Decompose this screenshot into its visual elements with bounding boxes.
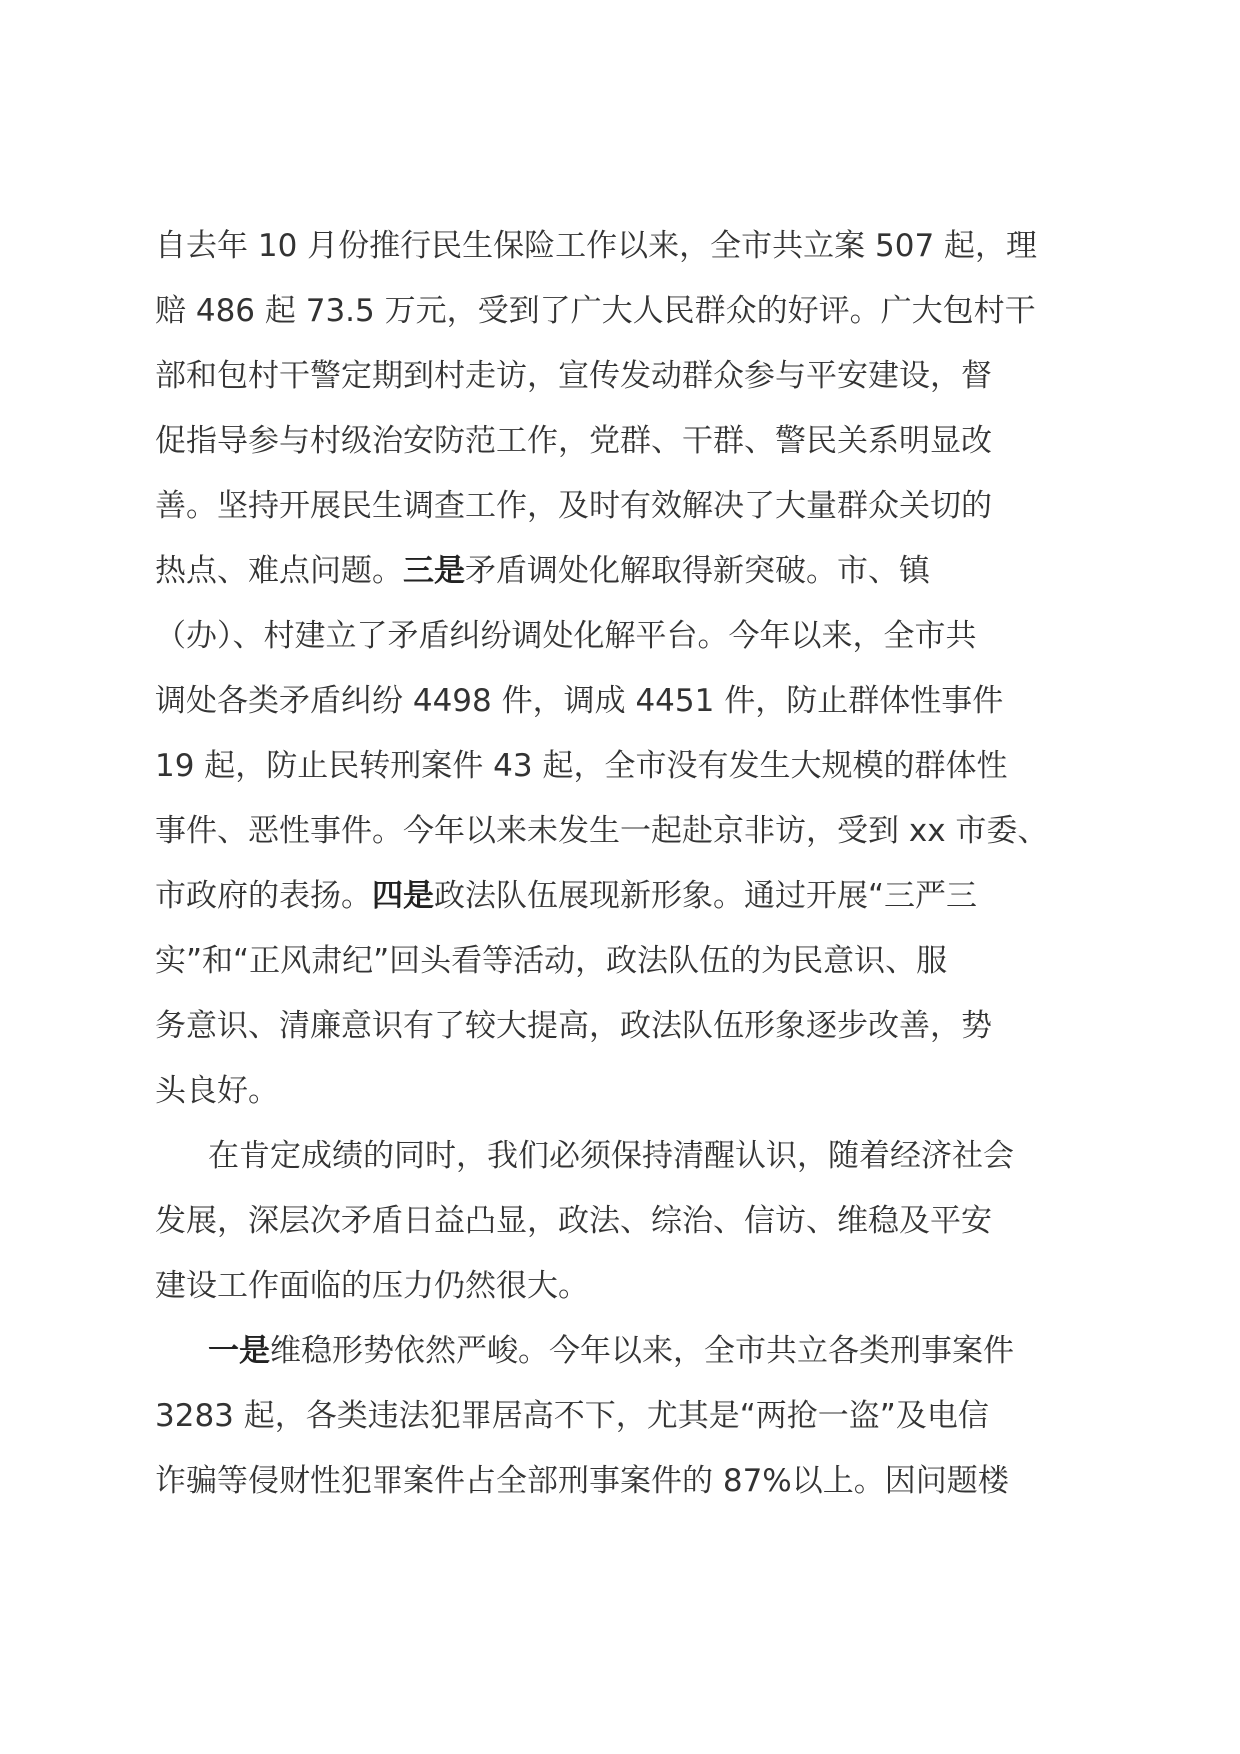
text-segment: 事件、恶性事件。今年以来未发生一起赴京非访，受到 xx 市委、 bbox=[155, 813, 1049, 849]
text-segment: 建设工作面临的压力仍然很大。 bbox=[155, 1268, 589, 1304]
text-segment: 热点、难点问题。 bbox=[155, 553, 403, 589]
emphasis-text: 一是 bbox=[208, 1333, 270, 1369]
text-segment: 矛盾调处化解取得新突破。市、镇 bbox=[465, 553, 930, 589]
text-line bbox=[155, 474, 1095, 539]
text-segment: 3283 起，各类违法犯罪居高不下，尤其是“两抢一盗”及电信 bbox=[155, 1398, 989, 1434]
text-line bbox=[155, 604, 1095, 669]
text-line bbox=[155, 1319, 1095, 1384]
text-line bbox=[155, 994, 1095, 1059]
text-line bbox=[155, 279, 1095, 344]
text-line bbox=[155, 799, 1095, 864]
body-text bbox=[155, 214, 1095, 1514]
text-segment: 19 起，防止民转刑案件 43 起，全市没有发生大规模的群体性 bbox=[155, 748, 1008, 784]
text-segment: 市政府的表扬。 bbox=[155, 878, 372, 914]
text-segment: 诈骗等侵财性犯罪案件占全部刑事案件的 87%以上。因问题楼 bbox=[155, 1463, 1009, 1499]
text-segment: 促指导参与村级治安防范工作，党群、干群、警民关系明显改 bbox=[155, 423, 992, 459]
text-line bbox=[155, 864, 1095, 929]
text-line bbox=[155, 1254, 1095, 1319]
text-segment: 实”和“正风肃纪”回头看等活动，政法队伍的为民意识、服 bbox=[155, 943, 948, 979]
emphasis-text: 三是 bbox=[403, 553, 465, 589]
text-segment: 发展，深层次矛盾日益凸显，政法、综治、信访、维稳及平安 bbox=[155, 1203, 992, 1239]
text-segment: 赔 486 起 73.5 万元，受到了广大人民群众的好评。广大包村干 bbox=[155, 293, 1036, 329]
text-line bbox=[155, 409, 1095, 474]
text-line bbox=[155, 539, 1095, 604]
text-segment: 维稳形势依然严峻。今年以来，全市共立各类刑事案件 bbox=[270, 1333, 1014, 1369]
text-segment: 政法队伍展现新形象。通过开展“三严三 bbox=[434, 878, 978, 914]
text-segment: 善。坚持开展民生调查工作，及时有效解决了大量群众关切的 bbox=[155, 488, 992, 524]
text-line bbox=[155, 1124, 1095, 1189]
text-line bbox=[155, 1059, 1095, 1124]
text-segment: 自去年 10 月份推行民生保险工作以来，全市共立案 507 起，理 bbox=[155, 228, 1038, 264]
text-segment: （办）、村建立了矛盾纠纷调处化解平台。今年以来，全市共 bbox=[155, 618, 977, 654]
text-segment: 调处各类矛盾纠纷 4498 件，调成 4451 件，防止群体性事件 bbox=[155, 683, 1004, 719]
text-line bbox=[155, 734, 1095, 799]
text-segment: 部和包村干警定期到村走访，宣传发动群众参与平安建设，督 bbox=[155, 358, 992, 394]
text-line bbox=[155, 344, 1095, 409]
text-line bbox=[155, 1384, 1095, 1449]
text-line bbox=[155, 1189, 1095, 1254]
emphasis-text: 四是 bbox=[372, 878, 434, 914]
text-segment: 头良好。 bbox=[155, 1073, 279, 1109]
text-segment: 在肯定成绩的同时，我们必须保持清醒认识，随着经济社会 bbox=[208, 1138, 1014, 1174]
text-segment: 务意识、清廉意识有了较大提高，政法队伍形象逐步改善，势 bbox=[155, 1008, 992, 1044]
text-line bbox=[155, 214, 1095, 279]
text-line bbox=[155, 929, 1095, 994]
text-line bbox=[155, 669, 1095, 734]
text-line bbox=[155, 1449, 1095, 1514]
